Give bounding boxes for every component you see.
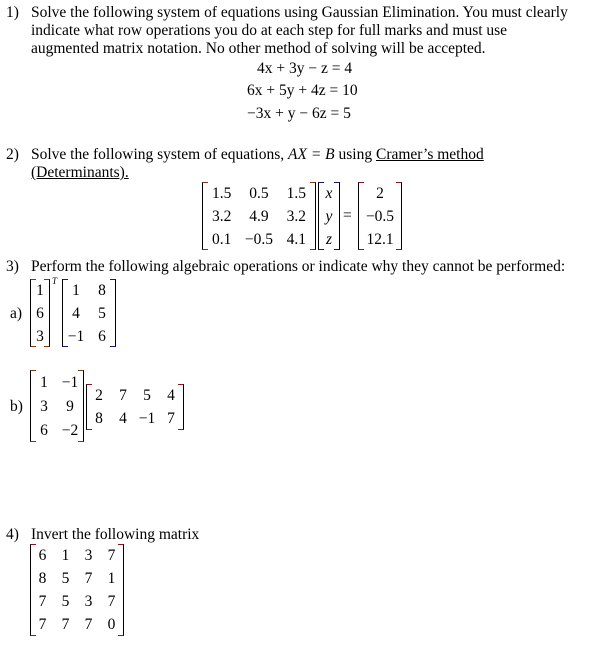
bracket-right — [178, 384, 184, 430]
matrix-cell: 7 — [84, 616, 93, 633]
bracket-left — [318, 182, 324, 250]
bracket-right — [78, 370, 84, 442]
bracket-left — [30, 544, 36, 636]
part-b-label: b) — [10, 398, 23, 415]
matrix-b1 — [31, 370, 83, 442]
equation: −3x + y − 6z = 5 — [247, 105, 351, 122]
matrix-cell: 12.1 — [366, 231, 394, 248]
matrix-b2 — [87, 384, 183, 430]
matrix-cell: −0.5 — [244, 231, 274, 248]
matrix-cell: 3 — [36, 328, 44, 345]
matrix-cell: 5 — [61, 570, 70, 587]
matrix-cell: 3 — [40, 397, 48, 415]
matrix-cell: 8 — [95, 410, 103, 427]
q2-number: 2) — [6, 146, 19, 163]
q4-text: Invert the following matrix — [31, 526, 200, 543]
bracket-left — [30, 370, 36, 442]
matrix-cell: 7 — [107, 547, 116, 564]
matrix-cell: 3.2 — [286, 208, 306, 225]
matrix-cell: −2 — [61, 421, 79, 439]
part-a-label: a) — [10, 305, 23, 322]
matrix-cell: 1.5 — [211, 185, 232, 202]
q1-number: 1) — [6, 4, 19, 21]
matrix-cell: 4 — [119, 410, 127, 427]
equation: 6x + 5y + 4z = 10 — [247, 82, 358, 99]
matrix-cell: 4.1 — [286, 231, 306, 248]
matrix-cell: 0.5 — [249, 185, 269, 202]
bracket-right — [334, 182, 340, 250]
bracket-right — [396, 182, 402, 250]
matrix-cell: 3 — [84, 593, 93, 610]
matrix-cell: 1 — [61, 547, 70, 564]
matrix-cell: 1 — [72, 282, 80, 299]
matrix-cell: 4.9 — [249, 208, 269, 225]
matrix-cell: 8 — [98, 282, 106, 299]
matrix-cell: 4 — [72, 305, 80, 322]
matrix-cell: 7 — [167, 410, 175, 427]
bracket-right — [110, 279, 116, 347]
q2-text: Solve the following system of equations, AX = B using Cramer’s method — [31, 146, 484, 163]
matrix-cell: 6 — [38, 547, 47, 564]
matrix-cell: 2 — [376, 185, 384, 202]
matrix-cell: 5 — [98, 305, 106, 322]
matrix-cell: 1 — [40, 373, 48, 391]
q3-number: 3) — [6, 258, 19, 275]
bracket-left — [202, 182, 208, 250]
matrix-cell: 0 — [107, 616, 116, 633]
bracket-left — [62, 279, 68, 347]
equals-sign: = — [343, 207, 352, 224]
q1-line: augmented matrix notation. No other method of solving will be accepted. — [31, 40, 486, 57]
bracket-right — [118, 544, 124, 636]
matrix-cell: 6 — [40, 421, 48, 439]
q1-line: indicate what row operations you do at each step for full marks and must use — [31, 22, 508, 39]
matrix-a — [203, 182, 315, 250]
matrix-cell: x — [325, 185, 333, 202]
q3-text: Perform the following algebraic operations or indicate why they cannot be performed: — [31, 258, 566, 275]
matrix-cell: 6 — [36, 305, 44, 322]
transpose-superscript: T — [52, 276, 58, 286]
matrix-cell: −1 — [61, 373, 79, 391]
bracket-right — [44, 279, 50, 347]
matrix-cell: −1 — [138, 410, 156, 427]
matrix-cell: 0.1 — [211, 231, 232, 248]
matrix-cell: 1.5 — [286, 185, 306, 202]
q4-number: 4) — [6, 526, 19, 543]
bracket-left — [86, 384, 92, 430]
matrix-cell: 8 — [38, 570, 47, 587]
matrix-cell: 7 — [107, 593, 116, 610]
bracket-left — [30, 279, 36, 347]
matrix-x — [319, 182, 339, 250]
matrix-cell: z — [325, 231, 333, 248]
matrix-cell: 7 — [38, 616, 47, 633]
matrix-cell: 1 — [36, 282, 44, 299]
matrix-cell: 7 — [38, 593, 47, 610]
matrix-cell: 2 — [95, 387, 103, 404]
equation: 4x + 3y − z = 4 — [257, 60, 353, 77]
matrix-cell: y — [325, 208, 333, 225]
matrix-cell: 7 — [119, 387, 127, 404]
matrix-a2 — [63, 279, 115, 347]
q1-line: Solve the following system of equations using Gaussian Elimination. You must clearly — [31, 4, 568, 21]
matrix-b — [359, 182, 401, 250]
matrix-cell: 5 — [61, 593, 70, 610]
matrix-cell: 6 — [98, 328, 106, 345]
matrix-cell: 7 — [61, 616, 70, 633]
matrix-cell: 5 — [143, 387, 151, 404]
matrix-cell: 9 — [66, 397, 74, 415]
matrix-cell: 4 — [167, 387, 175, 404]
matrix-cell: −0.5 — [365, 208, 395, 225]
matrix-a1 — [31, 279, 49, 347]
matrix-cell: 1 — [107, 570, 116, 587]
matrix-cell: 3.2 — [211, 208, 232, 225]
matrix-cell: −1 — [67, 328, 85, 345]
matrix-q4 — [31, 544, 123, 636]
bracket-right — [310, 182, 316, 250]
matrix-cell: 7 — [84, 570, 93, 587]
q2-method-cont: (Determinants). — [31, 164, 129, 181]
bracket-left — [358, 182, 364, 250]
matrix-cell: 3 — [84, 547, 93, 564]
